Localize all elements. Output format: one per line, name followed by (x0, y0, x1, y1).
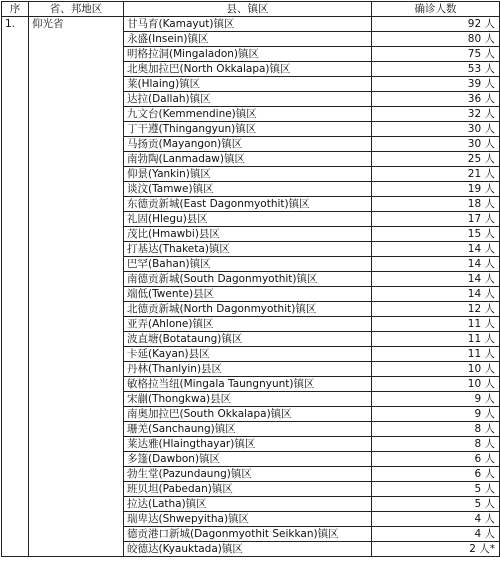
case-count-cell: 53 人 (372, 62, 500, 77)
table-row (2, 137, 500, 152)
township-cell: 东德贡新城(East Dagonmyothit)镇区 (124, 197, 372, 212)
township-cell: 打基达(Thaketa)镇区 (124, 242, 372, 257)
seq-cell (2, 482, 29, 497)
township-cell: 敏格拉当纽(Mingala Taungnyunt)镇区 (124, 377, 372, 392)
state-cell (29, 542, 124, 557)
seq-cell (2, 167, 29, 182)
township-cell: 北奥加拉巴(North Okkalapa)镇区 (124, 62, 372, 77)
case-count-cell: 92 人 (372, 17, 500, 32)
state-cell (29, 182, 124, 197)
table-row (2, 182, 500, 197)
state-cell (29, 482, 124, 497)
state-cell (29, 332, 124, 347)
township-cell: 丁干遵(Thingangyun)镇区 (124, 122, 372, 137)
table-row (2, 392, 500, 407)
seq-cell (2, 377, 29, 392)
township-cell: 勃生堂(Pazundaung)镇区 (124, 467, 372, 482)
state-cell (29, 302, 124, 317)
seq-cell (2, 512, 29, 527)
case-count-cell: 11 人 (372, 347, 500, 362)
case-count-cell: 5 人 (372, 482, 500, 497)
case-count-cell: 5 人 (372, 497, 500, 512)
township-cell: 波直塘(Botataung)镇区 (124, 332, 372, 347)
state-cell (29, 107, 124, 122)
table-row (2, 302, 500, 317)
township-cell: 达拉(Dallah)镇区 (124, 92, 372, 107)
case-count-cell: 10 人 (372, 377, 500, 392)
seq-cell (2, 497, 29, 512)
seq-cell (2, 197, 29, 212)
seq-cell (2, 47, 29, 62)
seq-cell (2, 437, 29, 452)
table-row (2, 242, 500, 257)
table-row (2, 467, 500, 482)
case-count-cell: 32 人 (372, 107, 500, 122)
township-cell: 明格拉洞(Mingaladon)镇区 (124, 47, 372, 62)
seq-cell (2, 62, 29, 77)
table-row (2, 377, 500, 392)
state-cell (29, 77, 124, 92)
seq-cell (2, 467, 29, 482)
state-cell (29, 377, 124, 392)
table-row (2, 272, 500, 287)
table-row (2, 407, 500, 422)
state-cell (29, 242, 124, 257)
table-row (2, 92, 500, 107)
seq-cell (2, 287, 29, 302)
case-count-cell: 17 人 (372, 212, 500, 227)
case-count-cell: 15 人 (372, 227, 500, 242)
state-cell (29, 497, 124, 512)
table-row (2, 17, 500, 32)
table-row (2, 167, 500, 182)
table-body (2, 17, 500, 557)
case-count-cell: 30 人 (372, 122, 500, 137)
township-cell: 仰景(Yankin)镇区 (124, 167, 372, 182)
seq-cell: 1. (2, 17, 29, 32)
state-cell (29, 467, 124, 482)
township-cell: 莱(Hlaing)镇区 (124, 77, 372, 92)
township-cell: 莱达雅(Hlaingthayar)镇区 (124, 437, 372, 452)
state-cell (29, 392, 124, 407)
table-row (2, 257, 500, 272)
township-cell: 茂比(Hmawbi)县区 (124, 227, 372, 242)
case-count-cell: 11 人 (372, 317, 500, 332)
township-cell: 南勃陶(Lanmadaw)镇区 (124, 152, 372, 167)
state-cell (29, 92, 124, 107)
state-cell (29, 152, 124, 167)
state-cell (29, 167, 124, 182)
township-cell: 马扬贡(Mayangon)镇区 (124, 137, 372, 152)
state-cell (29, 197, 124, 212)
seq-cell (2, 107, 29, 122)
township-cell: 珊羌(Sanchaung)镇区 (124, 422, 372, 437)
table-row (2, 32, 500, 47)
case-count-cell: 19 人 (372, 182, 500, 197)
case-count-cell: 11 人 (372, 332, 500, 347)
case-count-cell: 14 人 (372, 242, 500, 257)
case-count-cell: 80 人 (372, 32, 500, 47)
township-cell: 亚弄(Ahlone)镇区 (124, 317, 372, 332)
case-count-cell: 9 人 (372, 392, 500, 407)
state-cell (29, 347, 124, 362)
township-cell: 礼固(Hlegu)县区 (124, 212, 372, 227)
seq-cell (2, 452, 29, 467)
table-row (2, 122, 500, 137)
township-cell: 宋剻(Thongkwa)县区 (124, 392, 372, 407)
table-row (2, 77, 500, 92)
table-row (2, 527, 500, 542)
township-cell: 德贡港口新城(Dagonmyothit Seikkan)镇区 (124, 527, 372, 542)
table-row (2, 107, 500, 122)
table-row (2, 497, 500, 512)
seq-cell (2, 137, 29, 152)
case-count-cell: 9 人 (372, 407, 500, 422)
header-township: 县、镇区 (124, 2, 372, 17)
table-row (2, 482, 500, 497)
township-cell: 班贝坦(Pabedan)镇区 (124, 482, 372, 497)
table-row (2, 287, 500, 302)
seq-cell (2, 362, 29, 377)
seq-cell (2, 122, 29, 137)
seq-cell (2, 347, 29, 362)
table-row (2, 62, 500, 77)
state-cell (29, 407, 124, 422)
township-cell: 多篷(Dawbon)镇区 (124, 452, 372, 467)
township-cell: 瑞卑达(Shwepyitha)镇区 (124, 512, 372, 527)
seq-cell (2, 302, 29, 317)
seq-cell (2, 32, 29, 47)
case-count-cell: 30 人 (372, 137, 500, 152)
seq-cell (2, 392, 29, 407)
case-count-cell: 8 人 (372, 437, 500, 452)
case-count-cell: 21 人 (372, 167, 500, 182)
table-row (2, 452, 500, 467)
state-cell (29, 122, 124, 137)
case-count-cell: 6 人 (372, 452, 500, 467)
table-row (2, 437, 500, 452)
seq-cell (2, 422, 29, 437)
seq-cell (2, 212, 29, 227)
case-count-cell: 14 人 (372, 257, 500, 272)
township-cell: 皎德达(Kyauktada)镇区 (124, 542, 372, 557)
case-count-cell: 10 人 (372, 362, 500, 377)
header-seq: 序 (2, 2, 29, 17)
state-cell: 仰光省 (29, 17, 124, 32)
township-cell: 甘马育(Kamayut)镇区 (124, 17, 372, 32)
township-cell: 巴罕(Bahan)镇区 (124, 257, 372, 272)
seq-cell (2, 332, 29, 347)
table-row (2, 227, 500, 242)
case-count-cell: 14 人 (372, 272, 500, 287)
case-count-cell: 25 人 (372, 152, 500, 167)
state-cell (29, 287, 124, 302)
header-state: 省、邦地区 (29, 2, 124, 17)
table-row (2, 317, 500, 332)
state-cell (29, 212, 124, 227)
case-table (1, 1, 500, 557)
state-cell (29, 272, 124, 287)
case-count-cell: 2 人* (372, 542, 500, 557)
seq-cell (2, 317, 29, 332)
seq-cell (2, 152, 29, 167)
table-row (2, 152, 500, 167)
header-row (2, 2, 500, 17)
township-cell: 九文台(Kemmendine)镇区 (124, 107, 372, 122)
township-cell: 卡延(Kayan)县区 (124, 347, 372, 362)
township-cell: 谈汶(Tamwe)镇区 (124, 182, 372, 197)
state-cell (29, 362, 124, 377)
table-row (2, 197, 500, 212)
table-row (2, 512, 500, 527)
seq-cell (2, 257, 29, 272)
state-cell (29, 32, 124, 47)
seq-cell (2, 242, 29, 257)
header-cases: 确诊人数 (372, 2, 500, 17)
township-cell: 南奥加拉巴(South Okkalapa)镇区 (124, 407, 372, 422)
state-cell (29, 62, 124, 77)
state-cell (29, 137, 124, 152)
state-cell (29, 47, 124, 62)
case-count-cell: 6 人 (372, 467, 500, 482)
seq-cell (2, 77, 29, 92)
state-cell (29, 452, 124, 467)
township-cell: 北德贡新城(North Dagonmyothit)镇区 (124, 302, 372, 317)
table-row (2, 362, 500, 377)
township-cell: 南德贡新城(South Dagonmyothit)镇区 (124, 272, 372, 287)
case-count-cell: 12 人 (372, 302, 500, 317)
table-row (2, 542, 500, 557)
case-count-cell: 4 人 (372, 512, 500, 527)
state-cell (29, 317, 124, 332)
seq-cell (2, 182, 29, 197)
state-cell (29, 422, 124, 437)
state-cell (29, 512, 124, 527)
seq-cell (2, 272, 29, 287)
table-row (2, 422, 500, 437)
state-cell (29, 437, 124, 452)
township-cell: 永盛(Insein)镇区 (124, 32, 372, 47)
state-cell (29, 257, 124, 272)
state-cell (29, 227, 124, 242)
state-cell (29, 527, 124, 542)
seq-cell (2, 227, 29, 242)
township-cell: 端低(Twente)县区 (124, 287, 372, 302)
seq-cell (2, 527, 29, 542)
seq-cell (2, 92, 29, 107)
case-count-cell: 18 人 (372, 197, 500, 212)
table-row (2, 347, 500, 362)
table-row (2, 47, 500, 62)
seq-cell (2, 407, 29, 422)
table-row (2, 332, 500, 347)
case-count-cell: 36 人 (372, 92, 500, 107)
table-row (2, 212, 500, 227)
township-cell: 丹林(Thanlyin)县区 (124, 362, 372, 377)
case-count-cell: 39 人 (372, 77, 500, 92)
seq-cell (2, 542, 29, 557)
case-count-cell: 8 人 (372, 422, 500, 437)
case-count-cell: 75 人 (372, 47, 500, 62)
township-cell: 拉达(Latha)镇区 (124, 497, 372, 512)
case-count-cell: 14 人 (372, 287, 500, 302)
case-count-cell: 4 人 (372, 527, 500, 542)
